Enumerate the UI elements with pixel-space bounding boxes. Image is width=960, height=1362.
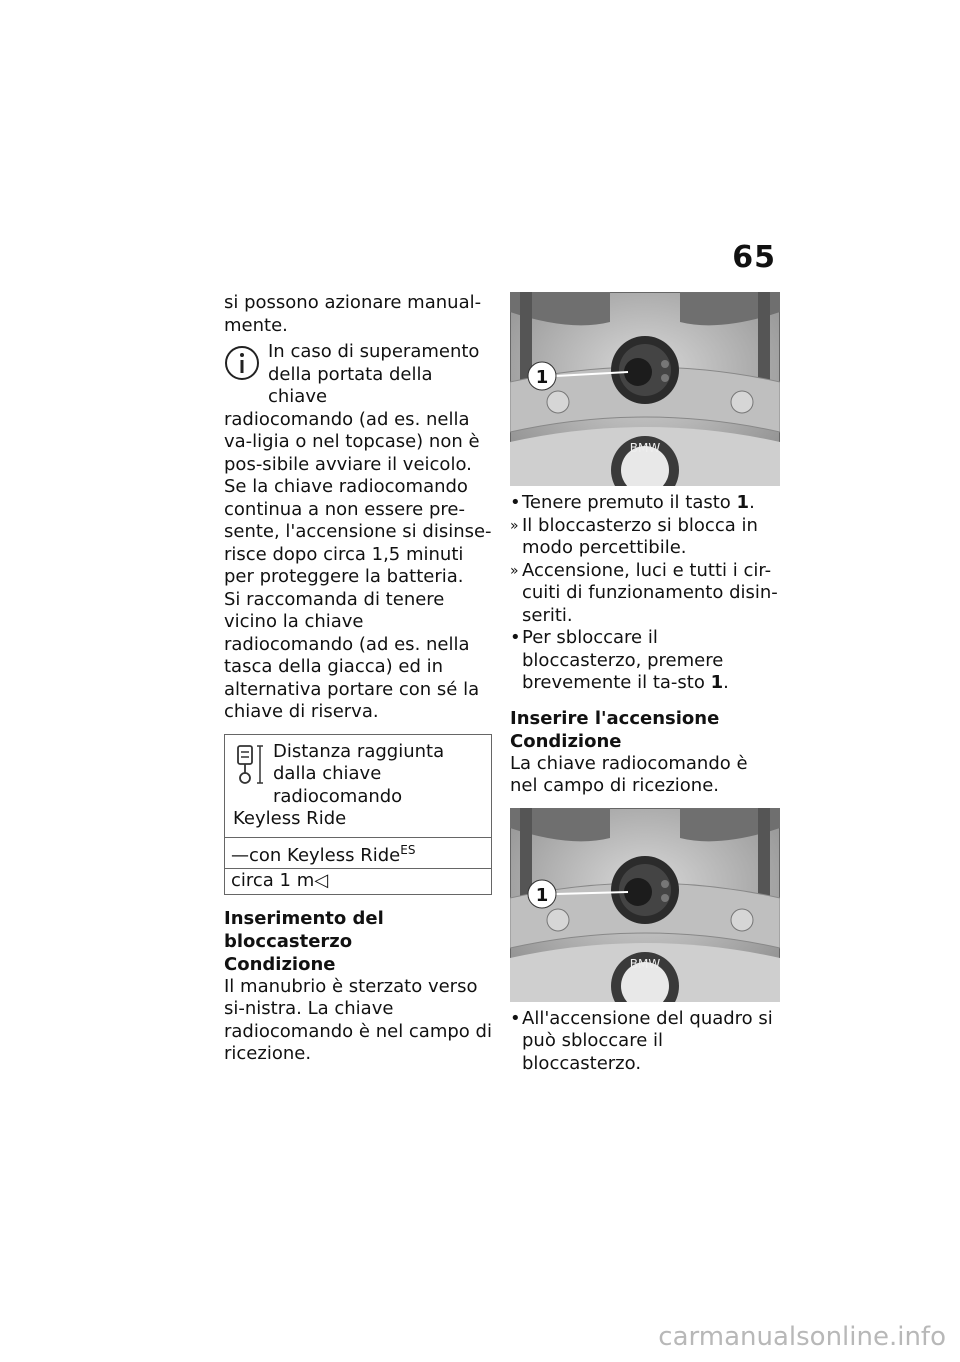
condition-heading-2: Condizione — [510, 730, 622, 752]
steering-lock-photo — [510, 292, 780, 486]
spec-header — [225, 735, 491, 837]
condition-text: Il manubrio è sterzato verso si-nistra. La chiave radiocomando è nel campo di ricezione. — [224, 975, 492, 1064]
list-item: • Tenere premuto il tasto 1. — [510, 492, 755, 513]
range-spec-table — [224, 734, 492, 895]
photo-logo-text: BMW — [629, 441, 661, 455]
info-text-first: In caso di superamento della portata della chiave — [268, 341, 480, 407]
list-item: » Accensione, luci e tutti i cir-cuiti di funzionamento disin-seriti. — [510, 559, 778, 626]
spec-header-rest: Keyless Ride — [233, 808, 347, 829]
spec-row-sup: ES — [400, 842, 416, 857]
condition-heading: Condizione — [224, 953, 336, 975]
photo-logo-text-2: BMW — [629, 956, 661, 971]
page-number: 65 — [732, 240, 776, 275]
condition-text-2: La chiave radiocomando è nel campo di ricezione. — [510, 752, 748, 796]
spec-header-first: Distanza raggiunta dalla chiave radiocomando — [273, 740, 445, 807]
steps-list-lock — [510, 492, 780, 695]
spec-row-condition-text: —con Keyless Ride — [231, 844, 401, 866]
spec-row-value: circa 1 m◁ — [225, 868, 491, 894]
ignition-photo — [510, 808, 780, 1002]
info-note — [224, 341, 492, 476]
steps-list-ignition — [510, 1008, 780, 1076]
key-distance-icon — [235, 743, 265, 787]
photo-callout-1: 1 — [535, 367, 549, 388]
right-column — [510, 292, 780, 1075]
spare-key-paragraph: Si raccomanda di tenere vicino la chiave radiocomando (ad es. nella tasca della giacca) ed in alternativa portare con sé la chiave di riserva. — [224, 588, 480, 722]
list-item: • Per sbloccare il bloccasterzo, premere brevemente il ta-sto 1. — [510, 627, 729, 693]
intro-text: si possono azionare manual-mente. — [224, 292, 482, 336]
info-text-rest: radiocomando (ad es. nella va-ligia o nel topcase) non è pos-sibile avviare il veicolo. — [224, 408, 480, 475]
info-icon — [224, 345, 260, 381]
section-heading-lock: Inserimento del bloccasterzo — [224, 907, 384, 952]
watermark: carmanualsonline.info — [658, 1322, 946, 1352]
spec-row-condition — [225, 837, 491, 869]
section-heading-ignition: Inserire l'accensione — [510, 707, 720, 729]
battery-paragraph: Se la chiave radiocomando continua a non essere pre-sente, l'accensione si disinse-risce dopo circa 1,5 minuti per proteggere la batteria. — [224, 476, 492, 587]
photo-callout-1-b: 1 — [535, 884, 549, 906]
left-column — [224, 292, 492, 1066]
list-item: • All'accensione del quadro si può sbloccare il bloccasterzo. — [510, 1007, 773, 1074]
list-item: » Il bloccasterzo si blocca in modo percettibile. — [510, 514, 758, 558]
